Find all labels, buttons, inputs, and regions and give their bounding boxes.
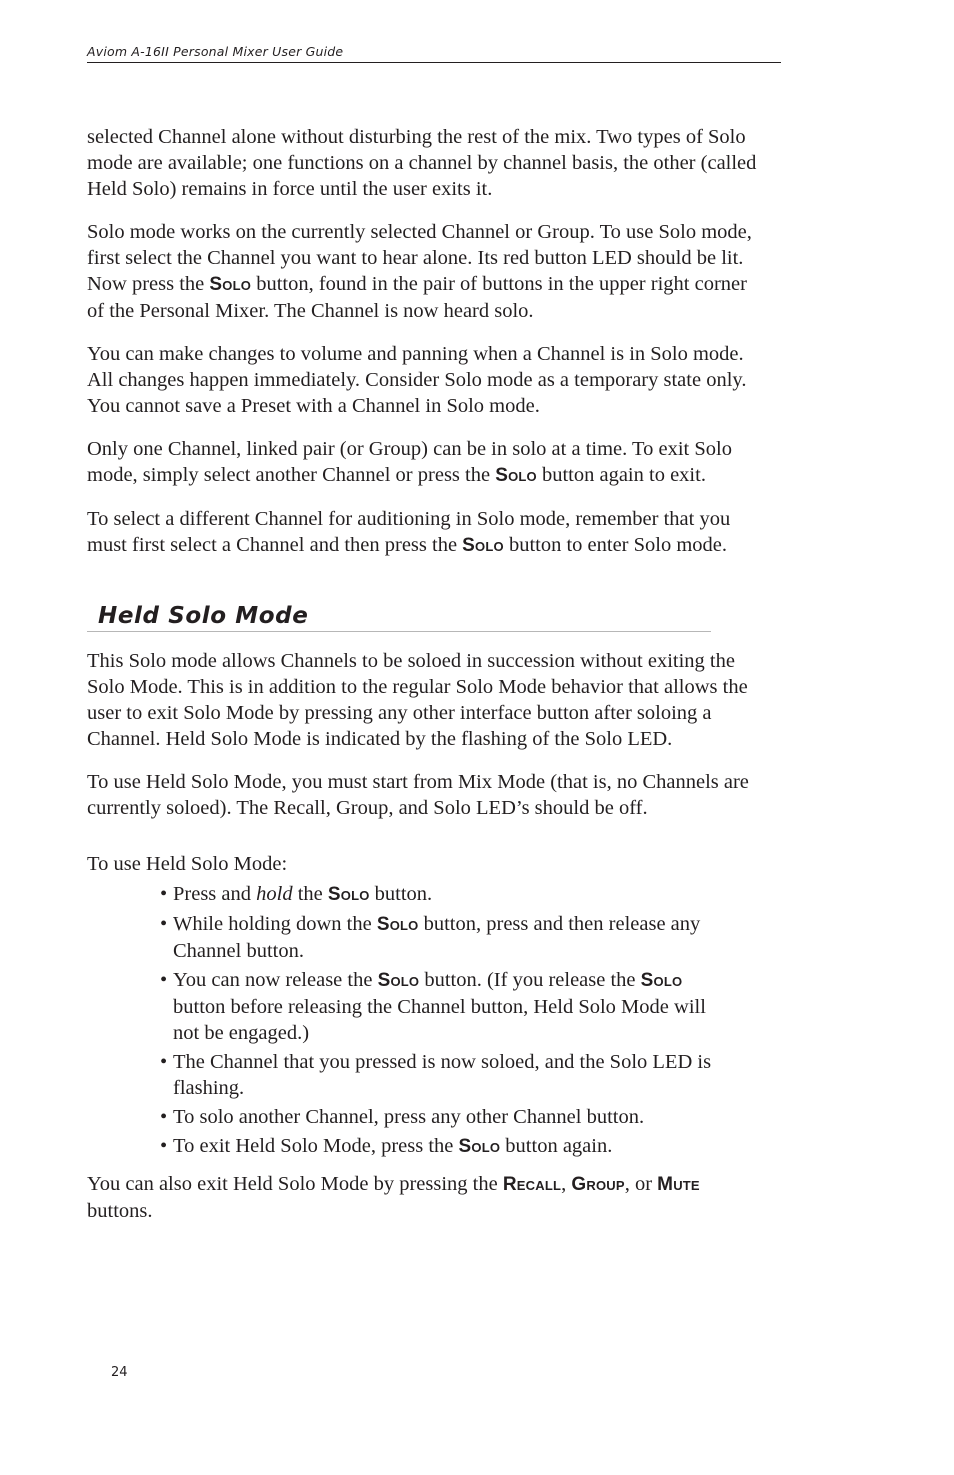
list-intro: To use Held Solo Mode: xyxy=(87,853,288,875)
solo-button-keyword: Solo xyxy=(376,914,419,935)
list-item xyxy=(160,1133,720,1160)
text-run: , or xyxy=(624,1173,658,1195)
list-item xyxy=(160,911,720,964)
paragraph-held-solo-intro: This Solo mode allows Channels to be soloed in succession without exiting the Solo Mode. This is in addition to the regular Solo Mode behavior that allows the user to exit Solo Mode by pressing any other interface button after soloing a Channel. Held Solo Mode is indicated by the flashing of the Solo LED. xyxy=(87,650,748,750)
paragraph-held-solo-exit xyxy=(87,1171,767,1224)
solo-button-keyword: Solo xyxy=(495,465,537,486)
paragraph-solo-select xyxy=(87,506,767,559)
running-header-title: Aviom A-16II Personal Mixer User Guide xyxy=(87,44,344,59)
solo-button-keyword: Solo xyxy=(209,274,252,295)
section-heading-title: Held Solo Mode xyxy=(98,603,309,629)
running-header xyxy=(87,44,781,63)
text-run: button. xyxy=(369,883,433,905)
mute-button-keyword: Mute xyxy=(657,1174,700,1195)
emphasis-text: hold xyxy=(256,883,293,905)
text-run: , xyxy=(561,1173,572,1195)
list-item xyxy=(160,881,720,908)
text-run: To exit Held Solo Mode, press the xyxy=(173,1135,459,1157)
text-run: You can also exit Held Solo Mode by pressing the xyxy=(87,1173,503,1195)
page-content xyxy=(87,124,767,1241)
paragraph-solo-exit xyxy=(87,436,767,489)
page-number: 24 xyxy=(111,1365,128,1380)
text-run: Press and xyxy=(173,883,257,905)
solo-button-keyword: Solo xyxy=(327,884,370,905)
list-item xyxy=(160,967,720,1046)
group-button-keyword: Group xyxy=(571,1174,625,1195)
text-run: To select a different Channel for auditioning in Solo mode, remember that you must first select a Channel and then press the xyxy=(87,508,731,556)
solo-button-keyword: Solo xyxy=(458,1136,501,1157)
section-heading-held-solo xyxy=(87,603,711,632)
text-run: Only one Channel, linked pair (or Group) can be in solo at a time. To exit Solo mode, simply select another Channel or press the xyxy=(87,438,732,486)
text-run: buttons. xyxy=(87,1200,153,1222)
text-run: button, found in the pair of buttons in the upper right corner of the Personal Mixer. The Channel is now heard solo. xyxy=(87,273,747,322)
text-run: button to enter Solo mode. xyxy=(503,534,728,556)
list-item: • To solo another Channel, press any other Channel button. xyxy=(160,1104,720,1130)
paragraph-held-solo-start: To use Held Solo Mode, you must start from Mix Mode (that is, no Channels are currently soloed). The Recall, Group, and Solo LED’s should be off. xyxy=(87,771,749,819)
text-run: button. (If you release the xyxy=(419,969,641,991)
paragraph-solo-intro: selected Channel alone without disturbing the rest of the mix. Two types of Solo mode are available; one functions on a channel by channel basis, the other (called Held Solo) remains in force until the user exits it. xyxy=(87,126,757,200)
text-run: Solo mode works on the currently selected Channel or Group. To use Solo mode, first select the Channel you want to hear alone. Its red button LED should be lit. Now press the xyxy=(87,221,752,295)
held-solo-steps-list xyxy=(160,881,720,1160)
solo-button-keyword: Solo xyxy=(640,970,683,991)
text-run: button again to exit. xyxy=(536,464,706,486)
text-run: the xyxy=(292,883,328,905)
list-item: • The Channel that you pressed is now soloed, and the Solo LED is flashing. xyxy=(160,1049,720,1101)
solo-button-keyword: Solo xyxy=(462,535,504,556)
text-run: button again. xyxy=(500,1135,613,1157)
text-run: You can now release the xyxy=(173,969,378,991)
text-run: button before releasing the Channel button, Held Solo Mode will not be engaged.) xyxy=(173,996,706,1044)
text-run: button, press and then release any Channel button. xyxy=(173,913,701,962)
recall-button-keyword: Recall xyxy=(502,1174,562,1195)
text-run: While holding down the xyxy=(173,913,377,935)
paragraph-solo-changes: You can make changes to volume and panning when a Channel is in Solo mode. All changes happen immediately. Consider Solo mode as a temporary state only. You cannot save a Preset with a Channel in Solo mode. xyxy=(87,343,747,417)
paragraph-solo-usage xyxy=(87,219,767,324)
solo-button-keyword: Solo xyxy=(377,970,420,991)
